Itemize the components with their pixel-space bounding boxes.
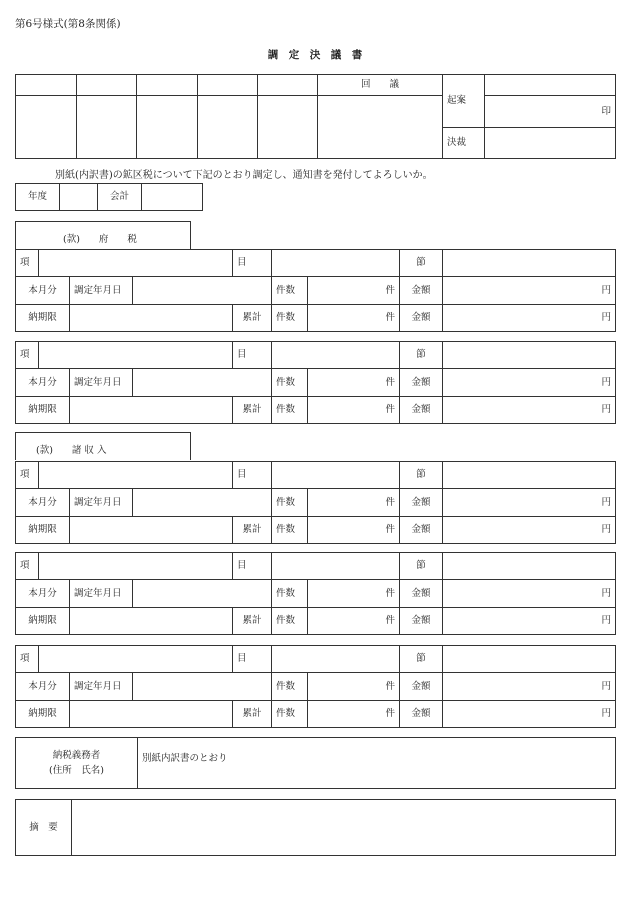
en-unit: 円: [601, 376, 611, 388]
ken-unit: 件: [385, 680, 395, 692]
chotei-block: [15, 341, 616, 424]
taxpayer-sublabel: (住所 氏名): [49, 765, 104, 776]
setsu-field[interactable]: [443, 553, 616, 580]
ken-unit: 件: [385, 312, 395, 324]
kaikei-field[interactable]: [142, 184, 203, 211]
section-header-shoshunyu: [15, 432, 191, 460]
page-title: 調 定 決 議 書: [267, 49, 363, 61]
en-unit: 円: [601, 587, 611, 599]
approval-stamp-cell[interactable]: [137, 96, 198, 159]
kessai-value-cell[interactable]: [485, 128, 616, 159]
ruikei-kingaku-field[interactable]: [443, 608, 616, 635]
setsu-field[interactable]: [443, 462, 616, 489]
approval-stamp-cell[interactable]: [16, 96, 77, 159]
ruikei-kingaku-field[interactable]: [443, 517, 616, 544]
honbun-label: 本月分: [16, 673, 70, 701]
setsu-label: 節: [400, 462, 443, 489]
setsu-label: 節: [400, 553, 443, 580]
kingaku-field[interactable]: [443, 489, 616, 517]
ruikei-kensu-field[interactable]: [308, 517, 400, 544]
kou-field[interactable]: [39, 553, 233, 580]
kessai-label: 決裁: [443, 128, 485, 159]
approval-table: [15, 74, 616, 159]
ruikei-kingaku-field[interactable]: [443, 305, 616, 332]
kou-field[interactable]: [39, 462, 233, 489]
ken-unit: 件: [385, 496, 395, 508]
chotei-block: [15, 461, 616, 544]
ken-unit: 件: [385, 404, 395, 416]
honbun-label: 本月分: [16, 369, 70, 397]
ruikei-kensu-label: 件数: [272, 397, 308, 424]
kingaku-field[interactable]: [443, 277, 616, 305]
kou-label: 項: [16, 462, 39, 489]
setsu-label: 節: [400, 250, 443, 277]
section-header-fuzei: [15, 221, 191, 249]
nouki-field[interactable]: [70, 701, 233, 728]
kingaku-field[interactable]: [443, 369, 616, 397]
kian-value-cell[interactable]: [485, 75, 616, 96]
kensu-field[interactable]: [308, 673, 400, 701]
nouki-field[interactable]: [70, 608, 233, 635]
ruikei-kensu-label: 件数: [272, 305, 308, 332]
chotei-block: [15, 645, 616, 728]
kou-field[interactable]: [39, 250, 233, 277]
approval-stamp-cell[interactable]: [77, 96, 137, 159]
ruikei-label: 累計: [233, 397, 272, 424]
nouki-field[interactable]: [70, 397, 233, 424]
ken-unit: 件: [385, 708, 395, 720]
ruikei-kingaku-field[interactable]: [443, 701, 616, 728]
kingaku-label: 金額: [400, 489, 443, 517]
nouki-label: 納期限: [16, 517, 70, 544]
moku-label: 目: [233, 462, 272, 489]
kaikei-label: 会計: [98, 184, 142, 211]
moku-label: 目: [233, 553, 272, 580]
en-unit: 円: [601, 680, 611, 692]
ruikei-kensu-field[interactable]: [308, 305, 400, 332]
kou-field[interactable]: [39, 646, 233, 673]
approval-stamp-cell[interactable]: [258, 96, 318, 159]
kensu-field[interactable]: [308, 489, 400, 517]
tekiyo-label: 摘 要: [16, 800, 72, 856]
taxpayer-value-text: 別紙内訳書のとおり: [142, 753, 228, 764]
ruikei-label: 累計: [233, 701, 272, 728]
approval-stamp-cell[interactable]: [16, 75, 77, 96]
kou-label: 項: [16, 646, 39, 673]
ken-unit: 件: [385, 615, 395, 627]
nouki-field[interactable]: [70, 305, 233, 332]
moku-field[interactable]: [272, 342, 400, 369]
taxpayer-label: 納税義務者: [52, 749, 101, 761]
ruikei-kensu-label: 件数: [272, 701, 308, 728]
chotei-block: [15, 552, 616, 635]
moku-field[interactable]: [272, 553, 400, 580]
kensu-label: 件数: [272, 673, 308, 701]
ruikei-label: 累計: [233, 305, 272, 332]
honbun-label: 本月分: [16, 580, 70, 608]
chotei-date-field[interactable]: [133, 369, 272, 397]
in-seal-mark: 印: [485, 96, 616, 128]
kou-label: 項: [16, 342, 39, 369]
ruikei-kensu-field[interactable]: [308, 608, 400, 635]
en-unit: 円: [601, 404, 611, 416]
kensu-label: 件数: [272, 489, 308, 517]
approval-stamp-cell[interactable]: [198, 75, 258, 96]
approval-stamp-cell[interactable]: [77, 75, 137, 96]
section-header-text: (款) 府 税: [63, 234, 137, 245]
taxpayer-label-cell: [16, 738, 138, 789]
kensu-label: 件数: [272, 277, 308, 305]
setsu-field[interactable]: [443, 342, 616, 369]
moku-label: 目: [233, 646, 272, 673]
ruikei-kensu-label: 件数: [272, 517, 308, 544]
form-number: 第6号様式(第8条関係): [15, 18, 121, 30]
kou-label: 項: [16, 553, 39, 580]
nouki-label: 納期限: [16, 701, 70, 728]
chotei-date-field[interactable]: [133, 673, 272, 701]
kian-label: 起案: [443, 75, 485, 128]
tekiyo-field[interactable]: [72, 800, 616, 856]
nouki-field[interactable]: [70, 517, 233, 544]
moku-field[interactable]: [272, 250, 400, 277]
ruikei-kensu-field[interactable]: [308, 397, 400, 424]
kaigi-stamp-cell[interactable]: [318, 96, 443, 159]
setsu-field[interactable]: [443, 250, 616, 277]
en-unit: 円: [601, 312, 611, 324]
setsu-label: 節: [400, 646, 443, 673]
chotei-date-label: 調定年月日: [70, 277, 133, 305]
nouki-label: 納期限: [16, 608, 70, 635]
moku-field[interactable]: [272, 462, 400, 489]
ruikei-kingaku-label: 金額: [400, 608, 443, 635]
kensu-field[interactable]: [308, 277, 400, 305]
taxpayer-table: [15, 737, 616, 789]
kensu-field[interactable]: [308, 369, 400, 397]
en-unit: 円: [601, 615, 611, 627]
en-unit: 円: [601, 284, 611, 296]
approval-stamp-cell[interactable]: [137, 75, 198, 96]
kensu-label: 件数: [272, 369, 308, 397]
moku-label: 目: [233, 250, 272, 277]
approval-stamp-cell[interactable]: [258, 75, 318, 96]
section-header-text: (款) 諸 収 入: [36, 445, 107, 456]
en-unit: 円: [601, 708, 611, 720]
approval-stamp-cell[interactable]: [198, 96, 258, 159]
ruikei-kingaku-label: 金額: [400, 517, 443, 544]
chotei-date-field[interactable]: [133, 580, 272, 608]
chotei-block: [15, 249, 616, 332]
moku-field[interactable]: [272, 646, 400, 673]
kingaku-label: 金額: [400, 369, 443, 397]
ruikei-kensu-field[interactable]: [308, 701, 400, 728]
tekiyo-table: [15, 799, 616, 856]
chotei-date-field[interactable]: [133, 277, 272, 305]
ruikei-label: 累計: [233, 608, 272, 635]
kou-field[interactable]: [39, 342, 233, 369]
kensu-label: 件数: [272, 580, 308, 608]
en-unit: 円: [601, 496, 611, 508]
honbun-label: 本月分: [16, 277, 70, 305]
chotei-date-label: 調定年月日: [70, 369, 133, 397]
ken-unit: 件: [385, 587, 395, 599]
taxpayer-value[interactable]: [138, 738, 616, 789]
kingaku-label: 金額: [400, 580, 443, 608]
kou-label: 項: [16, 250, 39, 277]
nendo-label: 年度: [16, 184, 60, 211]
ruikei-kensu-label: 件数: [272, 608, 308, 635]
kingaku-field[interactable]: [443, 673, 616, 701]
kensu-field[interactable]: [308, 580, 400, 608]
kingaku-label: 金額: [400, 277, 443, 305]
nendo-field[interactable]: [60, 184, 98, 211]
setsu-label: 節: [400, 342, 443, 369]
nouki-label: 納期限: [16, 397, 70, 424]
ruikei-kingaku-label: 金額: [400, 701, 443, 728]
year-account-table: [15, 183, 203, 211]
ken-unit: 件: [385, 284, 395, 296]
chotei-date-field[interactable]: [133, 489, 272, 517]
honbun-label: 本月分: [16, 489, 70, 517]
moku-label: 目: [233, 342, 272, 369]
nouki-label: 納期限: [16, 305, 70, 332]
ken-unit: 件: [385, 524, 395, 536]
chotei-date-label: 調定年月日: [70, 673, 133, 701]
kingaku-label: 金額: [400, 673, 443, 701]
ruikei-kingaku-label: 金額: [400, 397, 443, 424]
kingaku-field[interactable]: [443, 580, 616, 608]
en-unit: 円: [601, 524, 611, 536]
chotei-date-label: 調定年月日: [70, 580, 133, 608]
ruikei-kingaku-field[interactable]: [443, 397, 616, 424]
ruikei-label: 累計: [233, 517, 272, 544]
kaigi-label: 回 議: [318, 75, 443, 96]
chotei-date-label: 調定年月日: [70, 489, 133, 517]
setsu-field[interactable]: [443, 646, 616, 673]
ken-unit: 件: [385, 376, 395, 388]
resolution-statement: 別紙(内訳書)の鉱区税について下記のとおり調定し、通知書を発付してよろしいか。: [55, 170, 433, 181]
ruikei-kingaku-label: 金額: [400, 305, 443, 332]
